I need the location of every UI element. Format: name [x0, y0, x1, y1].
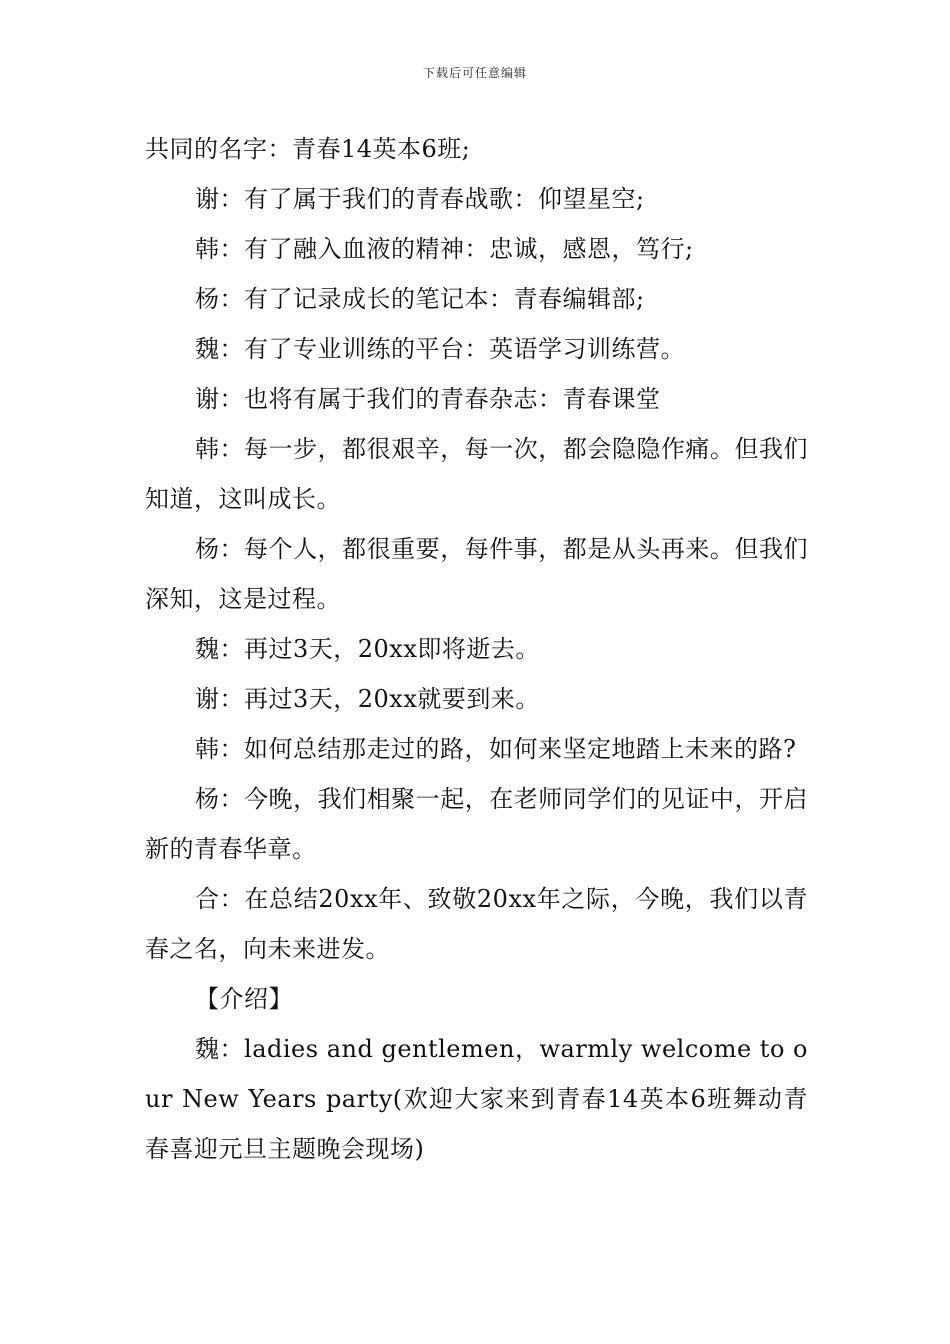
paragraph-3: 韩：有了融入血液的精神：忠诚，感恩，笃行; [195, 235, 694, 263]
paragraph-14: 魏：ladies and gentlemen，warmly welcome to our New Years party(欢迎大家来到青春14英本6班舞动青春喜迎元旦主题晚会现场) [145, 1035, 808, 1163]
section-heading-intro: 【介绍】 [195, 985, 293, 1013]
paragraph-2: 谢：有了属于我们的青春战歌：仰望星空; [195, 185, 645, 213]
paragraph-9: 魏：再过3天，20xx即将逝去。 [195, 635, 540, 663]
paragraph-4: 杨：有了记录成长的笔记本：青春编辑部; [195, 285, 645, 313]
paragraph-10: 谢：再过3天，20xx就要到来。 [195, 685, 540, 713]
paragraph-13: 合：在总结20xx年、致敬20xx年之际，今晚，我们以青春之名，向未来进发。 [145, 885, 808, 963]
paragraph-1: 共同的名字：青春14英本6班; [145, 135, 471, 163]
paragraph-11: 韩：如何总结那走过的路，如何来坚定地踏上未来的路? [195, 735, 797, 763]
paragraph-7: 韩：每一步，都很艰辛，每一次，都会隐隐作痛。但我们知道，这叫成长。 [145, 435, 808, 513]
page-header: 下载后可任意编辑 [422, 66, 527, 80]
paragraph-12: 杨：今晚，我们相聚一起，在老师同学们的见证中，开启新的青春华章。 [145, 785, 808, 863]
paragraph-6: 谢：也将有属于我们的青春杂志：青春课堂 [195, 385, 661, 413]
paragraph-8: 杨：每个人，都很重要，每件事，都是从头再来。但我们深知，这是过程。 [145, 535, 808, 613]
document-body [145, 124, 808, 1174]
paragraph-5: 魏：有了专业训练的平台：英语学习训练营。 [195, 335, 685, 363]
